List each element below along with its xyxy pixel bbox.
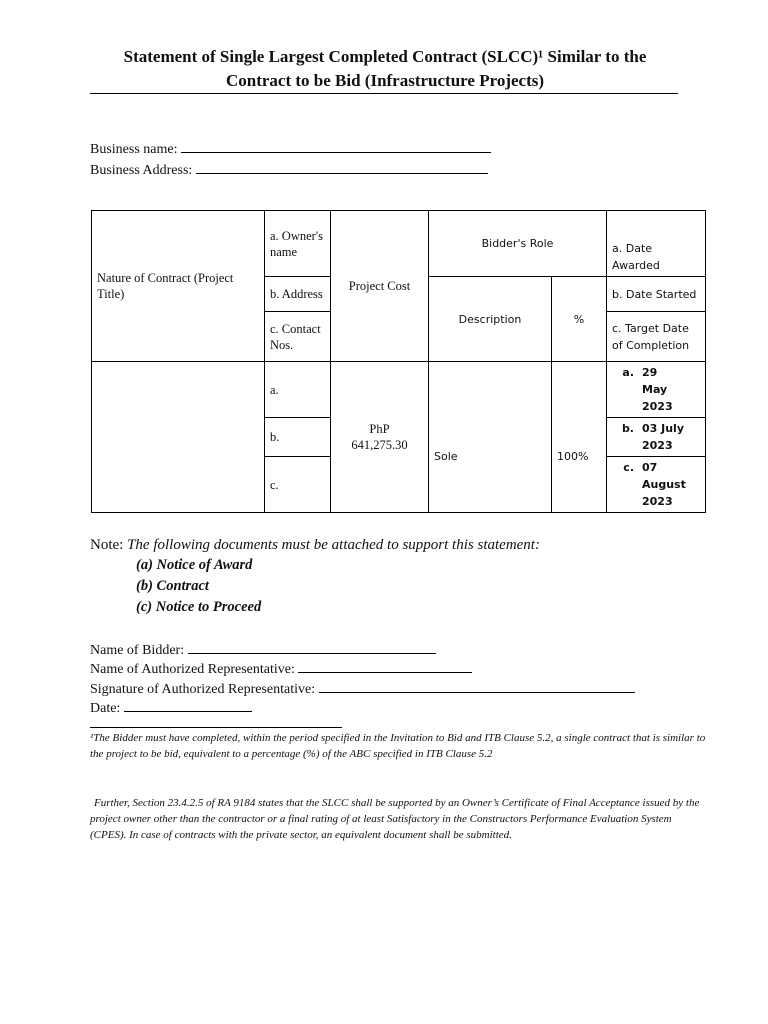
note-prefix: Note:: [90, 537, 124, 553]
footnote-2: Further, Section 23.4.2.5 of RA 9184 states that the SLCC shall be supported by an Owner’s Certificate of Final Acceptance issued by the project owner other than the contractor or a final rating of at least Satisfactory in the Constructors Performance Evaluation System (CPES). In case of contracts with the private sector, an equivalent document shall be submitted.: [90, 797, 700, 841]
cell-project-cost: [331, 362, 429, 513]
cell-owner-name: a.: [265, 362, 331, 418]
rep-name-field: [90, 658, 472, 679]
date-started-label: b.: [621, 422, 634, 435]
business-name-field: [90, 138, 491, 159]
business-address-line[interactable]: [196, 159, 488, 174]
header-bidders-role: Bidder's Role: [429, 211, 607, 277]
rep-name-label: Name of Authorized Representative:: [90, 662, 295, 677]
date-awarded-year: 2023: [642, 400, 673, 413]
cell-contact-nos: c.: [265, 457, 331, 513]
date-started-year: 2023: [642, 439, 673, 452]
cell-target-date: [607, 457, 706, 513]
signature-label: Signature of Authorized Representative:: [90, 682, 316, 697]
business-name-label: Business name:: [90, 142, 178, 157]
project-cost-currency: PhP: [369, 422, 390, 436]
header-contact-nos: c. Contact Nos.: [265, 312, 331, 362]
document-title: [90, 45, 680, 93]
business-address-field: [90, 159, 488, 180]
cell-percent: 100%: [552, 362, 607, 513]
header-description: Description: [429, 277, 552, 362]
bidder-name-label: Name of Bidder:: [90, 643, 185, 658]
header-project-cost: Project Cost: [331, 211, 429, 362]
title-line-1: Statement of Single Largest Completed Contract (SLCC)¹ Similar to the: [123, 47, 647, 66]
rep-name-line[interactable]: [298, 658, 472, 673]
business-name-line[interactable]: [181, 138, 491, 153]
cell-address: b.: [265, 418, 331, 457]
header-percent: %: [552, 277, 607, 362]
date-field: [90, 697, 252, 718]
header-target-date: c. Target Date of Completion: [607, 312, 706, 362]
signature-field: [90, 678, 635, 699]
note: [90, 535, 540, 555]
note-text: The following documents must be attached to support this statement:: [127, 537, 540, 553]
title-line-2: Contract to be Bid (Infrastructure Projects): [225, 71, 545, 90]
footnote-separator: [90, 727, 342, 728]
target-date-label: c.: [623, 461, 634, 474]
title-underline: [90, 93, 678, 94]
target-date-year: 2023: [642, 495, 673, 508]
header-address: b. Address: [265, 277, 331, 312]
note-item-notice-to-proceed: (c) Notice to Proceed: [136, 599, 262, 615]
signature-line[interactable]: [319, 678, 635, 693]
cell-date-awarded: [607, 362, 706, 418]
date-awarded-day: 29: [642, 366, 658, 379]
cell-date-started: [607, 418, 706, 457]
project-cost-amount: 641,275.30: [351, 438, 408, 452]
note-item-contract: (b) Contract: [136, 578, 209, 594]
header-date-started: b. Date Started: [607, 277, 706, 312]
header-date-awarded: a. Date Awarded: [607, 211, 706, 277]
date-awarded-label: a.: [622, 366, 634, 379]
date-line[interactable]: [124, 697, 252, 712]
date-label: Date:: [90, 701, 121, 716]
footnote-1: ¹The Bidder must have completed, within the period specified in the Invitation to Bid and ITB Clause 5.2, a single contract that is similar to the project to be bid, equivalent to a percentage (%) of the ABC specified in ITB Clause 5.2: [90, 732, 706, 760]
note-item-notice-of-award: (a) Notice of Award: [136, 557, 253, 573]
target-date-month: August: [642, 478, 686, 491]
header-nature-of-contract: Nature of Contract (Project Title): [92, 211, 265, 362]
cell-nature-of-contract: [92, 362, 265, 513]
slcc-table: [91, 210, 706, 513]
date-awarded-month: May: [642, 383, 668, 396]
target-date-day: 07: [642, 461, 658, 474]
cell-description: Sole: [429, 362, 552, 513]
header-owner-name: a. Owner's name: [265, 211, 331, 277]
bidder-name-field: [90, 639, 436, 660]
business-address-label: Business Address:: [90, 163, 193, 178]
bidder-name-line[interactable]: [188, 639, 436, 654]
note-items: [136, 555, 261, 618]
date-started-daymonth: 03 July: [642, 422, 685, 435]
